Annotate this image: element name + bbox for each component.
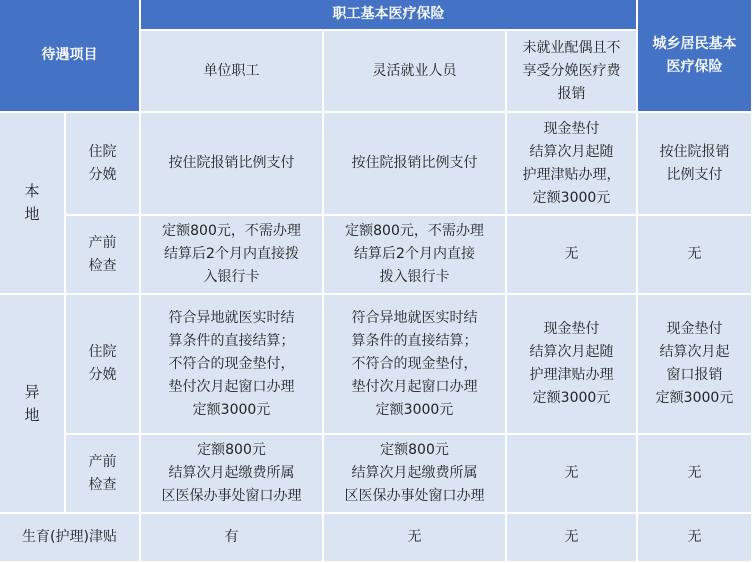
row-local-prenatal-label: 产前检查 <box>66 216 141 295</box>
cell-local-prenatal-spouse: 无 <box>507 216 638 295</box>
cell-remote-prenatal-urban: 无 <box>638 435 753 514</box>
cell-remote-birth-spouse: 现金垫付 结算次月起随 护理津贴办理 定额3000元 <box>507 295 638 435</box>
cell-remote-prenatal-spouse: 无 <box>507 435 638 514</box>
row-local-birth-label: 住院分娩 <box>66 113 141 216</box>
cell-local-prenatal-employee: 定额800元，不需办理 结算后2个月内直接拨 入银行卡 <box>141 216 324 295</box>
cell-allowance-spouse: 无 <box>507 514 638 563</box>
row-allowance-label: 生育(护理)津贴 <box>0 514 141 563</box>
row-remote-birth-label: 住院分娩 <box>66 295 141 435</box>
header-employee-insurance: 职工基本医疗保险 <box>141 0 638 31</box>
cell-allowance-urban: 无 <box>638 514 753 563</box>
cell-allowance-employee: 有 <box>141 514 324 563</box>
cell-local-birth-employee: 按住院报销比例支付 <box>141 113 324 216</box>
cell-local-prenatal-urban: 无 <box>638 216 753 295</box>
cell-remote-birth-urban: 现金垫付 结算次月起 窗口报销 定额3000元 <box>638 295 753 435</box>
cell-local-birth-urban: 按住院报销 比例支付 <box>638 113 753 216</box>
cell-allowance-flexible: 无 <box>324 514 507 563</box>
header-col-flexible: 灵活就业人员 <box>324 31 507 113</box>
cell-local-prenatal-flexible: 定额800元，不需办理 结算后2个月内直接 拨入银行卡 <box>324 216 507 295</box>
header-item-column: 待遇项目 <box>0 0 141 113</box>
cell-remote-birth-flexible: 符合异地就医实时结 算条件的直接结算； 不符合的现金垫付， 垫付次月起窗口办理 定额3000元 <box>324 295 507 435</box>
header-urban-rural-insurance: 城乡居民基本医疗保险 <box>638 0 753 113</box>
row-remote-prenatal-label: 产前检查 <box>66 435 141 514</box>
row-group-local: 本地 <box>0 113 66 295</box>
cell-remote-prenatal-flexible: 定额800元 结算次月起缴费所属 区医保办事处窗口办理 <box>324 435 507 514</box>
row-group-remote: 异地 <box>0 295 66 514</box>
cell-remote-prenatal-employee: 定额800元 结算次月起缴费所属 区医保办事处窗口办理 <box>141 435 324 514</box>
header-col-employee: 单位职工 <box>141 31 324 113</box>
cell-local-birth-flexible: 按住院报销比例支付 <box>324 113 507 216</box>
header-col-spouse: 未就业配偶且不享受分娩医疗费报销 <box>507 31 638 113</box>
cell-local-birth-spouse: 现金垫付 结算次月起随 护理津贴办理， 定额3000元 <box>507 113 638 216</box>
cell-remote-birth-employee: 符合异地就医实时结 算条件的直接结算； 不符合的现金垫付， 垫付次月起窗口办理 定额3000元 <box>141 295 324 435</box>
